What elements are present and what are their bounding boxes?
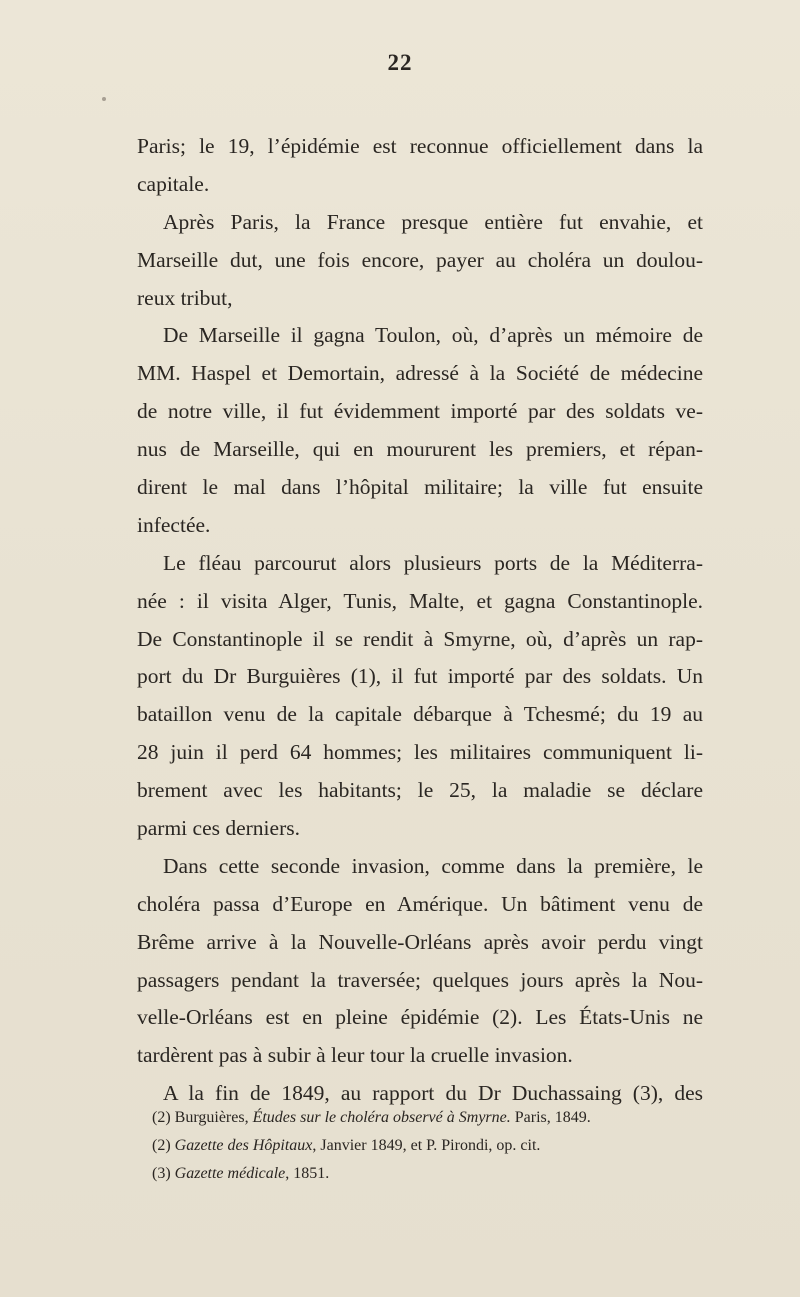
page-number: 22 [387,50,413,75]
footnote [152,1104,710,1132]
footnote-details: , Janvier 1849, et P. Pirondi, op. cit. [312,1137,541,1154]
text-line: Après Paris, la France presque entière fut envahie, et [163,209,703,234]
text-line: tardèrent pas à subir à leur tour la cruelle invasion. [137,1043,573,1068]
ink-speck [102,97,106,101]
text-line: nus de Marseille, qui en moururent les premiers, et répan- [137,437,703,462]
text-line: capitale. [137,171,210,196]
text-line: de notre ville, il fut évidemment importé par des soldats ve- [137,399,703,424]
text-line: Le fléau parcourut alors plusieurs ports de la Méditerra- [163,550,703,575]
text-line: velle-Orléans est en pleine épidémie (2). Les États-Unis ne [137,1005,703,1030]
text-line: choléra passa d’Europe en Amérique. Un bâtiment venu de [137,891,703,916]
text-line: Brême arrive à la Nouvelle-Orléans après avoir perdu vingt [137,929,703,954]
text-line: reux tribut, [137,285,233,310]
footnote-details: Paris, 1849. [514,1109,591,1126]
text-line: bataillon venu de la capitale débarque à Tchesmé; du 19 au [137,702,703,727]
text-line: Marseille dut, une fois encore, payer au choléra un doulou- [137,247,703,272]
footnote-source: Gazette des Hôpitaux [174,1137,313,1154]
text-line: MM. Haspel et Demortain, adressé à la Société de médecine [137,361,703,386]
text-line: De Marseille il gagna Toulon, où, d’après un mémoire de [163,323,703,348]
text-line: Paris; le 19, l’épidémie est reconnue officiellement dans la [137,134,703,158]
text-line: port du Dr Burguières (1), il fut importé par des soldats. Un [137,664,703,689]
footnotes [152,1104,710,1188]
text-line: passagers pendant la traversée; quelques jours après la Nou- [137,967,703,992]
text-line: Dans cette seconde invasion, comme dans la première, le [163,853,703,878]
footnote-number: (2) [152,1137,171,1154]
footnote-source: Gazette médicale [174,1165,286,1182]
text-line: parmi ces derniers. [137,816,300,841]
text-line: dirent le mal dans l’hôpital militaire; la ville fut ensuite [137,475,703,500]
footnote [152,1160,710,1188]
text-line: De Constantinople il se rendit à Smyrne, où, d’après un rap- [137,626,703,651]
body-text [137,128,703,1113]
footnote [152,1132,710,1160]
text-line: A la fin de 1849, au rapport du Dr Duchassaing (3), des [163,1081,703,1106]
footnote-source: Études sur le choléra observé à Smyrne. [252,1109,511,1126]
footnote-details: , 1851. [285,1165,330,1182]
footnote-number: (3) [152,1165,171,1182]
text-line: née : il visita Alger, Tunis, Malte, et gagna Constantinople. [137,588,703,613]
text-line: brement avec les habitants; le 25, la maladie se déclare [137,778,703,803]
footnote-number: (2) [152,1109,171,1126]
text-line: 28 juin il perd 64 hommes; les militaires communiquent li- [137,740,703,765]
footnote-author: Burguières, [174,1109,249,1126]
text-line: infectée. [137,512,211,537]
